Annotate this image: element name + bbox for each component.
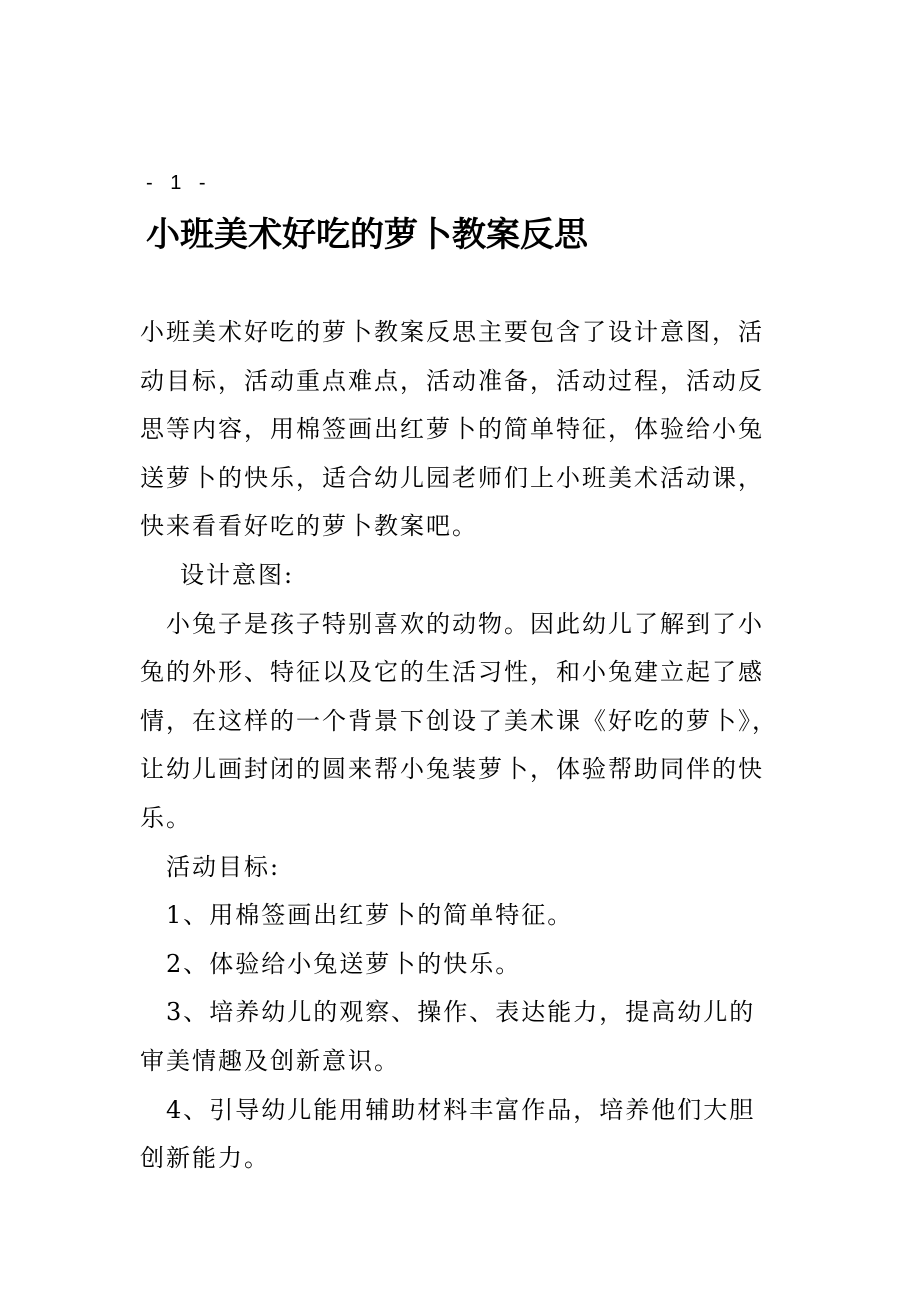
page-number: - 1 -: [146, 172, 212, 194]
goal-item-2: 2、体验给小兔送萝卜的快乐。: [166, 949, 522, 978]
document-title: 小班美术好吃的萝卜教案反思: [146, 215, 588, 255]
design-intent-paragraph: 小兔子是孩子特别喜欢的动物。因此幼儿了解到了小兔的外形、特征以及它的生活习性，和小兔建立起了感情，在这样的一个背景下创设了美术课《好吃的萝卜》，让幼儿画封闭的圆来帮小兔装萝卜，体验帮助同伴的快乐。: [140, 609, 778, 832]
document-body: [140, 308, 780, 1183]
activity-goals-heading: 活动目标:: [166, 852, 281, 881]
goal-item-3: 3、培养幼儿的观察、操作、表达能力，提高幼儿的审美情趣及创新意识。: [140, 998, 756, 1075]
goal-item-1: 1、用棉签画出红萝卜的简单特征。: [166, 901, 574, 930]
intro-paragraph: 小班美术好吃的萝卜教案反思主要包含了设计意图，活动目标，活动重点难点，活动准备，活动过程，活动反思等内容，用棉签画出红萝卜的简单特征，体验给小兔送萝卜的快乐，适合幼儿园老师们上小班美术活动课，快来看看好吃的萝卜教案吧。: [140, 318, 764, 541]
goal-item-4: 4、引导幼儿能用辅助材料丰富作品，培养他们大胆创新能力。: [140, 1095, 756, 1173]
design-intent-heading: 设计意图:: [180, 560, 295, 589]
